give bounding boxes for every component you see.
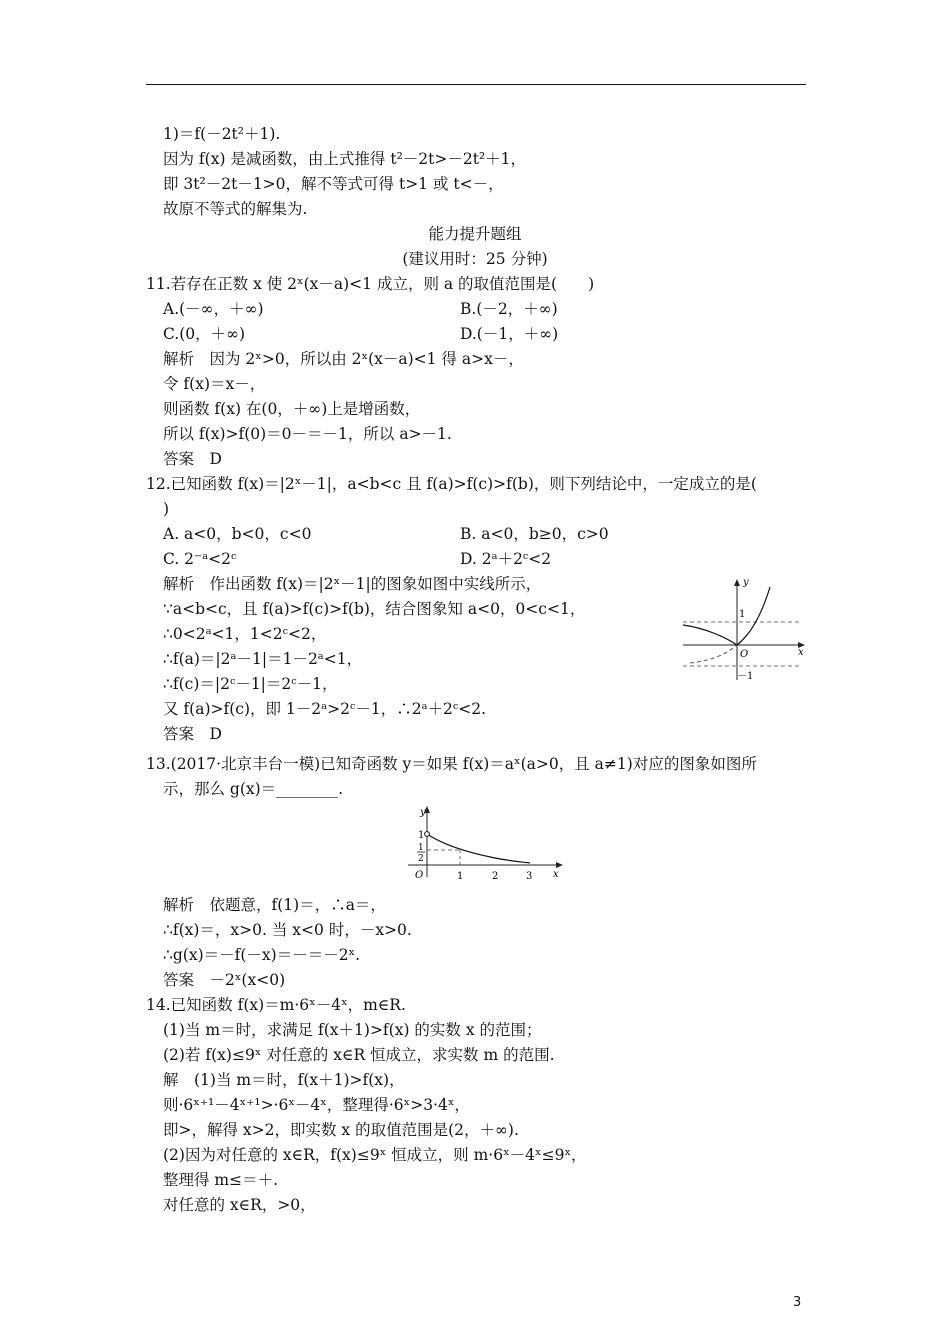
q12-option-a: A. a<0，b<0，c<0: [163, 525, 312, 543]
q12-answer: 答案 D: [163, 725, 222, 743]
header-rule: [146, 84, 806, 85]
q13-label-one: 1: [418, 830, 425, 841]
q11-option-d: D.(－1，＋∞): [460, 325, 559, 343]
q12-stem-end: ): [163, 500, 170, 518]
q11-option-a: A.(－∞，＋∞): [163, 300, 264, 318]
q13-answer: 答案 －2ˣ(x<0): [163, 971, 286, 989]
q13-label-x: x: [553, 869, 559, 880]
q12-option-c: C. 2⁻ᵃ<2ᶜ: [163, 550, 237, 568]
q12-analysis-3: ∴0<2ᵃ<1，1<2ᶜ<2，: [163, 625, 327, 643]
q12-analysis-2: ∵a<b<c，且 f(a)>f(c)>f(b)，结合图象知 a<0，0<c<1，: [163, 600, 586, 618]
q14-line-4: 则·6ˣ⁺¹－4ˣ⁺¹>·6ˣ－4ˣ，整理得·6ˣ>3·4ˣ，: [163, 1096, 470, 1114]
q11-analysis-3: 则函数 f(x) 在(0，＋∞)上是增函数，: [163, 400, 421, 418]
q13-label-frac-num: 1: [418, 843, 424, 853]
q12-label-neg-one: －1: [737, 671, 754, 682]
intro-line-3: 即 3t²－2t－1>0，解不等式可得 t>1 或 t<－，: [163, 175, 504, 193]
q12-y-arrow: [734, 579, 740, 586]
q13-stem: 13.(2017·北京丰台一模)已知奇函数 y＝如果 f(x)＝aˣ(a>0，且 a≠1)对应的图象如图所: [146, 755, 757, 773]
q12-stem: 12.已知函数 f(x)＝|2ˣ－1|，a<b<c 且 f(a)>f(c)>f(b)，则下列结论中，一定成立的是(: [146, 475, 757, 493]
q12-curve-dashed: [690, 645, 737, 663]
q13-graph: [400, 803, 570, 885]
q13-x-arrow: [556, 862, 563, 868]
q13-stem-end: 示，那么 g(x)＝________.: [163, 780, 344, 798]
q11-analysis-2: 令 f(x)＝x－，: [163, 375, 266, 393]
section-subtitle: (建议用时：25 分钟): [402, 250, 548, 268]
q11-analysis-1: 解析 因为 2ˣ>0，所以由 2ˣ(x－a)<1 得 a>x－，: [163, 350, 524, 368]
q14-stem: 14.已知函数 f(x)＝m·6ˣ－4ˣ，m∈R.: [146, 996, 406, 1014]
q11-option-b: B.(－2，＋∞): [460, 300, 558, 318]
q13-tick-1: 1: [457, 871, 464, 882]
q13-tick-2: 2: [492, 871, 499, 882]
intro-line-2: 因为 f(x) 是减函数，由上式推得 t²－2t>－2t²＋1，: [163, 150, 527, 168]
q12-graph: [680, 575, 810, 685]
q14-line-3: 解 (1)当 m＝时，f(x＋1)>f(x)，: [163, 1071, 405, 1089]
q14-line-2: (2)若 f(x)≤9ˣ 对任意的 x∈R 恒成立，求实数 m 的范围.: [163, 1046, 555, 1064]
q12-label-y: y: [743, 577, 749, 588]
q12-analysis-5: ∴f(c)＝|2ᶜ－1|＝2ᶜ－1，: [163, 675, 338, 693]
q12-option-b: B. a<0，b≥0，c>0: [460, 525, 609, 543]
q14-line-7: 整理得 m≤＝＋.: [163, 1171, 279, 1189]
q12-analysis-4: ∴f(a)＝|2ᵃ－1|＝1－2ᵃ<1，: [163, 650, 363, 668]
q11-analysis-4: 所以 f(x)>f(0)＝0－＝－1，所以 a>－1.: [163, 425, 452, 443]
q14-line-5: 即>，解得 x>2，即实数 x 的取值范围是(2，＋∞).: [163, 1121, 519, 1139]
q13-open-point: [425, 832, 430, 837]
q13-curve: [427, 834, 530, 863]
q13-label-y: y: [420, 807, 426, 818]
q14-line-8: 对任意的 x∈R，>0，: [163, 1196, 316, 1214]
section-title: 能力提升题组: [428, 225, 522, 243]
q11-stem: 11.若存在正数 x 使 2ˣ(x－a)<1 成立，则 a 的取值范围是( ): [146, 275, 595, 293]
q13-analysis-2: ∴f(x)＝，x>0. 当 x<0 时，－x>0.: [163, 921, 412, 939]
q13-analysis-1: 解析 依题意，f(1)＝，∴a＝，: [163, 896, 386, 914]
q13-label-frac-den: 2: [418, 854, 424, 864]
q13-analysis-3: ∴g(x)＝－f(－x)＝－＝－2ˣ.: [163, 946, 361, 964]
q12-curve-solid-left: [683, 625, 737, 645]
q12-option-d: D. 2ᵃ＋2ᶜ<2: [460, 550, 552, 568]
page-number: 3: [793, 1295, 802, 1310]
q11-option-c: C.(0，＋∞): [163, 325, 246, 343]
q12-analysis-6: 又 f(a)>f(c)，即 1－2ᵃ>2ᶜ－1，∴2ᵃ＋2ᶜ<2.: [163, 700, 487, 718]
q12-label-x: x: [798, 647, 804, 658]
q14-line-6: (2)因为对任意的 x∈R，f(x)≤9ˣ 恒成立，则 m·6ˣ－4ˣ≤9ˣ，: [163, 1146, 587, 1164]
q12-analysis-1: 解析 作出函数 f(x)＝|2ˣ－1|的图象如图中实线所示，: [163, 575, 542, 593]
q12-label-origin: O: [740, 649, 749, 660]
intro-line-1: 1)＝f(－2t²＋1).: [163, 125, 281, 143]
q14-line-1: (1)当 m＝时，求满足 f(x＋1)>f(x) 的实数 x 的范围；: [163, 1021, 542, 1039]
q13-label-origin: O: [415, 870, 424, 881]
q13-tick-3: 3: [526, 871, 533, 882]
intro-line-4: 故原不等式的解集为.: [163, 200, 308, 218]
q11-answer: 答案 D: [163, 450, 222, 468]
q12-label-one: 1: [739, 609, 746, 620]
